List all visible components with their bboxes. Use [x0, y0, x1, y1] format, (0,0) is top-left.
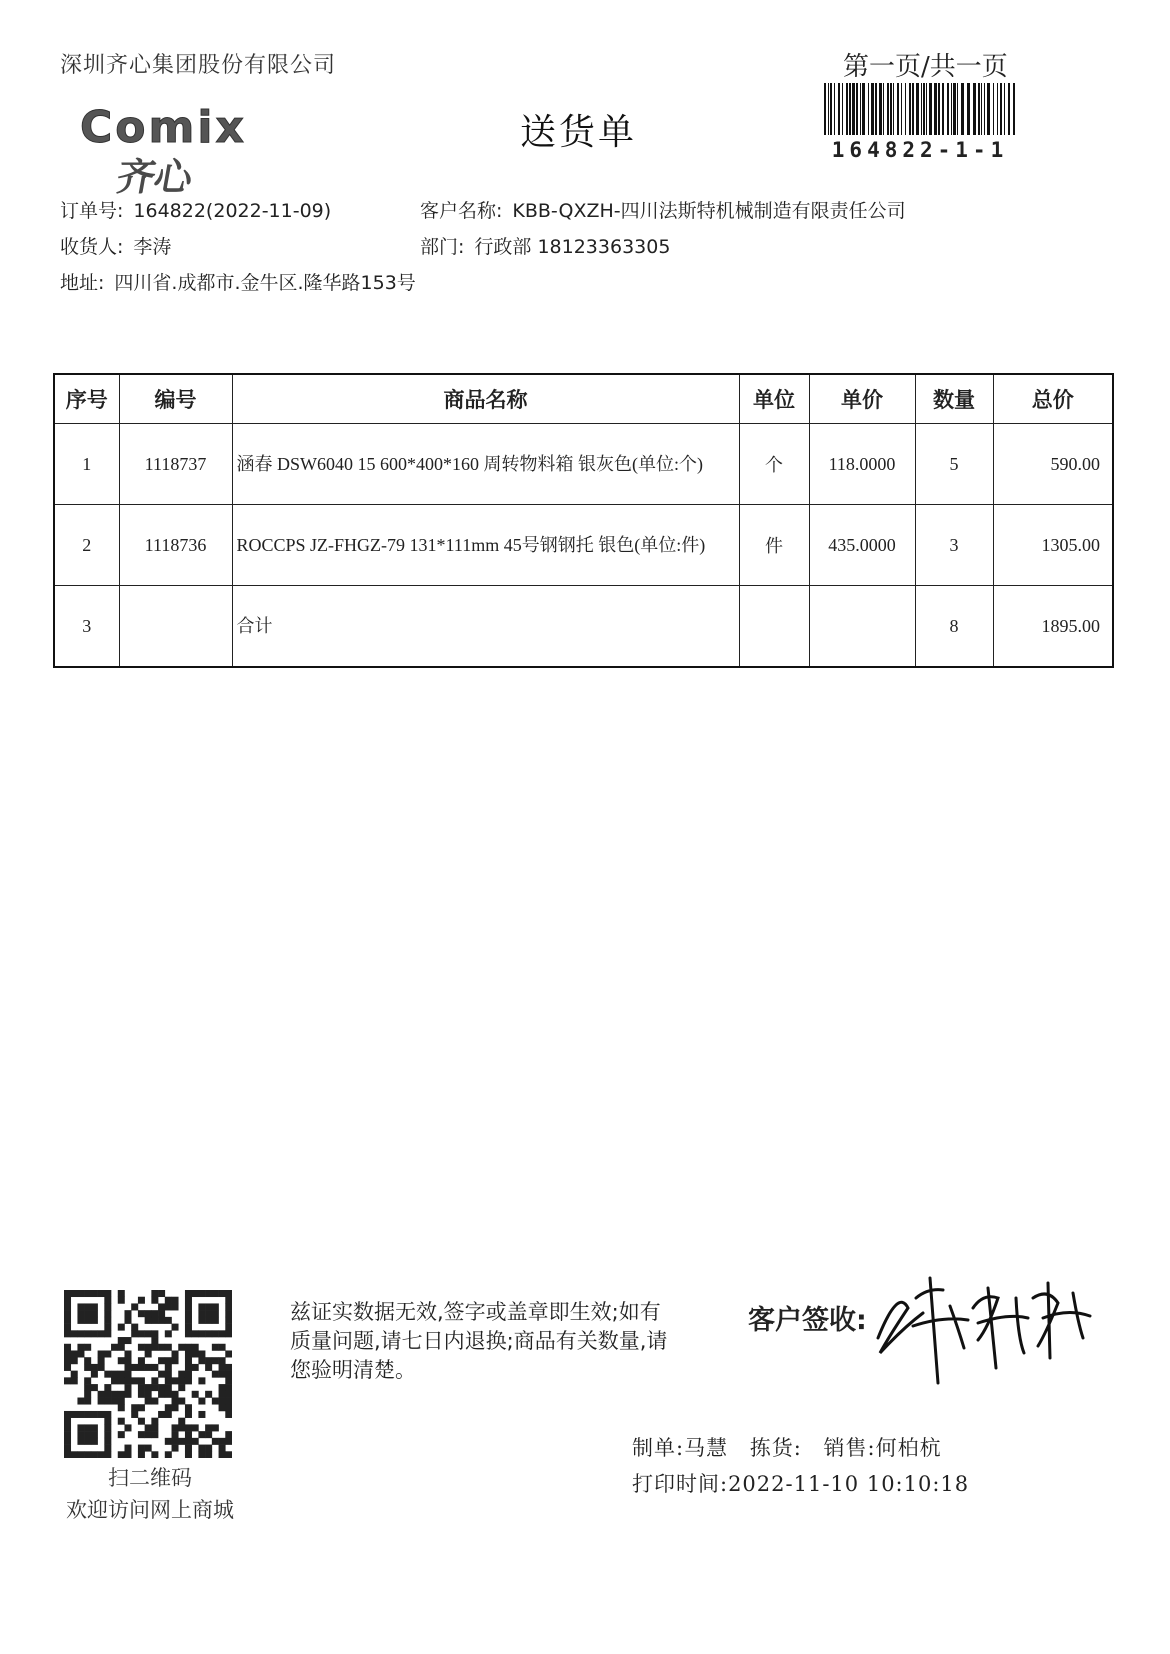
cell-name: 涵春 DSW6040 15 600*400*160 周转物料箱 银灰色(单位:个) [232, 424, 739, 505]
customer-value: KBB-QXZH-四川法斯特机械制造有限责任公司 [512, 200, 906, 222]
cell-total: 1895.00 [993, 586, 1113, 668]
cell-qty: 5 [915, 424, 993, 505]
handwritten-signature [868, 1268, 1098, 1388]
page-indicator: 第一页/共一页 [843, 52, 1008, 82]
address-value: 四川省.成都市.金牛区.隆华路153号 [114, 272, 416, 294]
staff-line [632, 1432, 956, 1462]
table-row [54, 505, 1113, 586]
cell-unit: 个 [739, 424, 809, 505]
qr-caption [50, 1462, 250, 1526]
table-row [54, 424, 1113, 505]
barcode-number: 164822-1-1 [831, 138, 1009, 162]
barcode [822, 83, 1018, 135]
document-title: 送货单 [520, 112, 638, 153]
order-number [60, 196, 331, 223]
col-header-total: 总价 [993, 374, 1113, 424]
cell-qty: 8 [915, 586, 993, 668]
order-label: 订单号: [60, 200, 124, 222]
col-header-qty: 数量 [915, 374, 993, 424]
cell-seq: 1 [54, 424, 119, 505]
cell-price: 435.0000 [809, 505, 915, 586]
receiver-value: 李涛 [133, 236, 172, 258]
cell-code [119, 586, 232, 668]
customer-signature-label: 客户签收: [748, 1305, 867, 1336]
cell-total: 590.00 [993, 424, 1113, 505]
cell-price [809, 586, 915, 668]
receiver-label: 收货人: [60, 236, 124, 258]
cell-name: 合计 [232, 586, 739, 668]
goods-table [53, 373, 1114, 668]
order-value: 164822(2022-11-09) [133, 200, 332, 222]
customer-label: 客户名称: [420, 200, 503, 222]
qr-caption-line-1: 扫二维码 [108, 1466, 192, 1490]
dept-value: 行政部 18123363305 [474, 236, 671, 258]
cell-total: 1305.00 [993, 505, 1113, 586]
col-header-code: 编号 [119, 374, 232, 424]
company-name: 深圳齐心集团股份有限公司 [60, 53, 337, 78]
address [60, 268, 416, 295]
maker: 制单:马慧 [632, 1436, 729, 1460]
cell-seq: 3 [54, 586, 119, 668]
cell-name: ROCCPS JZ-FHGZ-79 131*111mm 45号钢钢托 银色(单位:件) [232, 505, 739, 586]
cell-code: 1118736 [119, 505, 232, 586]
print-time: 打印时间:2022-11-10 10:10:18 [632, 1472, 970, 1496]
cell-price: 118.0000 [809, 424, 915, 505]
logo-text: Comix [80, 102, 247, 153]
logo-chinese: 齐心 [113, 155, 196, 199]
cell-code: 1118737 [119, 424, 232, 505]
address-label: 地址: [60, 272, 105, 294]
customer-name [420, 196, 906, 223]
cell-seq: 2 [54, 505, 119, 586]
col-header-name: 商品名称 [232, 374, 739, 424]
col-header-unit: 单位 [739, 374, 809, 424]
picker: 拣货: [749, 1436, 802, 1460]
department [420, 232, 670, 259]
cell-unit: 件 [739, 505, 809, 586]
col-header-seq: 序号 [54, 374, 119, 424]
cell-qty: 3 [915, 505, 993, 586]
table-header-row [54, 374, 1113, 424]
sales: 销售:何柏杭 [823, 1436, 942, 1460]
notice-text: 兹证实数据无效,签字或盖章即生效;如有质量问题,请七日内退换;商品有关数量,请您验明清楚。 [290, 1300, 668, 1382]
receiver [60, 232, 171, 259]
cell-unit [739, 586, 809, 668]
qr-caption-line-2: 欢迎访问网上商城 [66, 1498, 234, 1522]
dept-label: 部门: [420, 236, 465, 258]
table-row-total [54, 586, 1113, 668]
col-header-price: 单价 [809, 374, 915, 424]
qr-code-icon [64, 1290, 232, 1458]
